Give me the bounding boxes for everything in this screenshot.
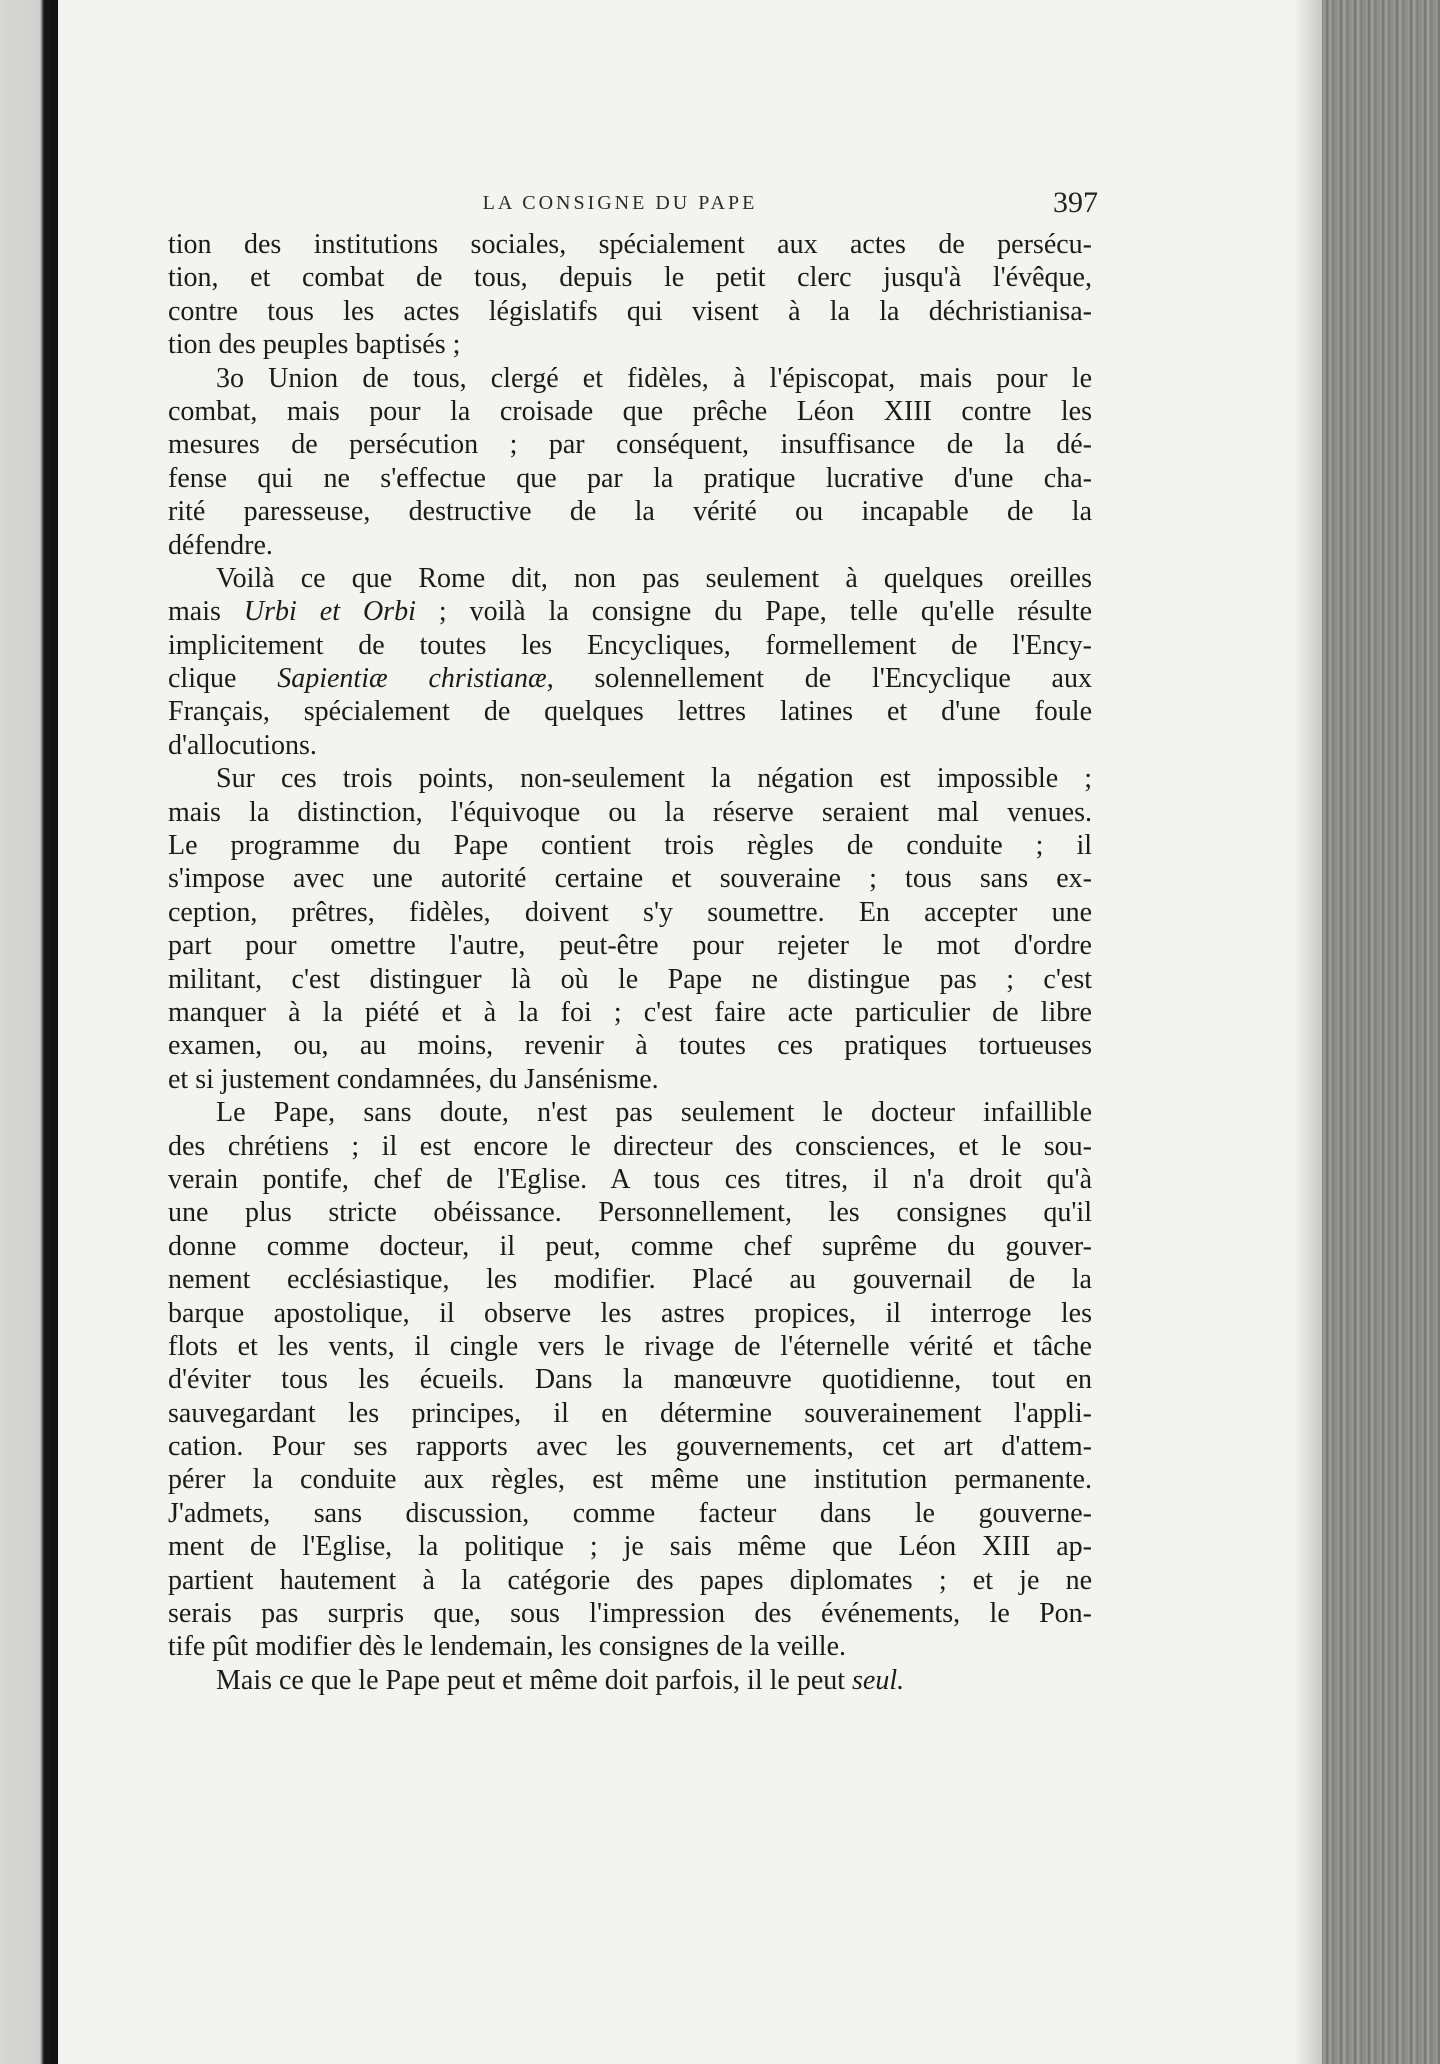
text-line: ment de l'Eglise, la politique ; je sais même que Léon XIII ap-: [168, 1531, 1092, 1563]
running-title: LA CONSIGNE DU PAPE: [482, 192, 758, 214]
text-line: barque apostolique, il observe les astres propices, il interroge les: [168, 1297, 1092, 1329]
text-line: des chrétiens ; il est encore le directeur des consciences, et le sou-: [168, 1130, 1092, 1162]
text-line: Mais ce que le Pape peut et même doit parfois, il le peut seul.: [216, 1664, 905, 1696]
text-line: Voilà ce que Rome dit, non pas seulement à quelques oreilles: [216, 562, 1092, 594]
text-line: verain pontife, chef de l'Eglise. A tous ces titres, il n'a droit qu'à: [168, 1163, 1092, 1195]
text-line: cation. Pour ses rapports avec les gouvernements, cet art d'attem-: [168, 1431, 1092, 1463]
text-line: flots et les vents, il cingle vers le rivage de l'éternelle vérité et tâche: [168, 1330, 1092, 1362]
book-binding: [0, 0, 58, 2064]
text-line: fense qui ne s'effectue que par la pratique lucrative d'une cha-: [168, 462, 1092, 494]
text-line: combat, mais pour la croisade que prêche Léon XIII contre les: [168, 395, 1092, 427]
text-line: d'éviter tous les écueils. Dans la manœuvre quotidienne, tout en: [168, 1364, 1092, 1396]
page-stack-edge: [1322, 0, 1440, 2064]
text-line: et si justement condamnées, du Jansénisme.: [168, 1063, 659, 1095]
text-line: examen, ou, au moins, revenir à toutes ces pratiques tortueuses: [168, 1030, 1092, 1062]
text-line: pérer la conduite aux règles, est même une institution permanente.: [168, 1464, 1092, 1496]
text-line: tion des institutions sociales, spécialement aux actes de persécu-: [168, 229, 1092, 260]
page-number: 397: [1053, 186, 1098, 219]
text-line: donne comme docteur, il peut, comme chef suprême du gouver-: [168, 1230, 1092, 1262]
text-line: tion, et combat de tous, depuis le petit clerc jusqu'à l'évêque,: [168, 262, 1092, 294]
text-line: sauvegardant les principes, il en détermine souverainement l'appli-: [168, 1397, 1092, 1429]
text-line: partient hautement à la catégorie des papes diplomates ; et je ne: [168, 1564, 1092, 1596]
text-line: Le programme du Pape contient trois règles de conduite ; il: [168, 830, 1092, 862]
text-line: serais pas surpris que, sous l'impression des événements, le Pon-: [168, 1598, 1092, 1630]
italic-phrase: Sapientiæ christianæ: [277, 663, 547, 695]
text-line: défendre.: [168, 529, 273, 561]
text-line: 3o Union de tous, clergé et fidèles, à l'épiscopat, mais pour le: [216, 362, 1092, 394]
text-line: tion des peuples baptisés ;: [168, 329, 461, 361]
text-line: nement ecclésiastique, les modifier. Placé au gouvernail de la: [168, 1264, 1092, 1296]
italic-phrase: seul.: [852, 1664, 905, 1696]
text-line: mesures de persécution ; par conséquent, insuffisance de la dé-: [168, 429, 1092, 461]
text-line: Le Pape, sans doute, n'est pas seulement le docteur infaillible: [216, 1097, 1092, 1129]
text-line: Français, spécialement de quelques lettres latines et d'une foule: [168, 696, 1092, 728]
text-line: clique Sapientiæ christianæ, solennellement de l'Encyclique aux: [168, 663, 1092, 695]
text-line: mais la distinction, l'équivoque ou la réserve seraient mal venues.: [168, 796, 1092, 828]
text-line: Sur ces trois points, non-seulement la négation est impossible ;: [216, 763, 1092, 795]
text-line: militant, c'est distinguer là où le Pape ne distingue pas ; c'est: [168, 963, 1092, 995]
text-line: d'allocutions.: [168, 729, 317, 761]
text-line: J'admets, sans discussion, comme facteur dans le gouverne-: [168, 1497, 1092, 1529]
text-line: manquer à la piété et à la foi ; c'est faire acte particulier de libre: [168, 996, 1092, 1028]
running-head: [140, 160, 1100, 220]
italic-phrase: Urbi et Orbi: [243, 596, 416, 628]
text-line: part pour omettre l'autre, peut-être pour rejeter le mot d'ordre: [168, 930, 1092, 962]
text-line: s'impose avec une autorité certaine et souveraine ; tous sans ex-: [168, 863, 1092, 895]
body-text: [168, 228, 1092, 1697]
text-line: rité paresseuse, destructive de la vérité ou incapable de la: [168, 496, 1092, 528]
text-line: une plus stricte obéissance. Personnellement, les consignes qu'il: [168, 1197, 1092, 1229]
text-line: mais Urbi et Orbi ; voilà la consigne du Pape, telle qu'elle résulte: [168, 596, 1092, 628]
book-page: [140, 160, 1100, 1697]
page-fore-edge-shadow: [1294, 0, 1322, 2064]
text-line: contre tous les actes législatifs qui visent à la la déchristianisa-: [168, 295, 1092, 327]
text-line: ception, prêtres, fidèles, doivent s'y soumettre. En accepter une: [168, 896, 1092, 928]
text-line: tife pût modifier dès le lendemain, les consignes de la veille.: [168, 1631, 847, 1663]
text-line: implicitement de toutes les Encycliques, formellement de l'Ency-: [168, 629, 1092, 661]
